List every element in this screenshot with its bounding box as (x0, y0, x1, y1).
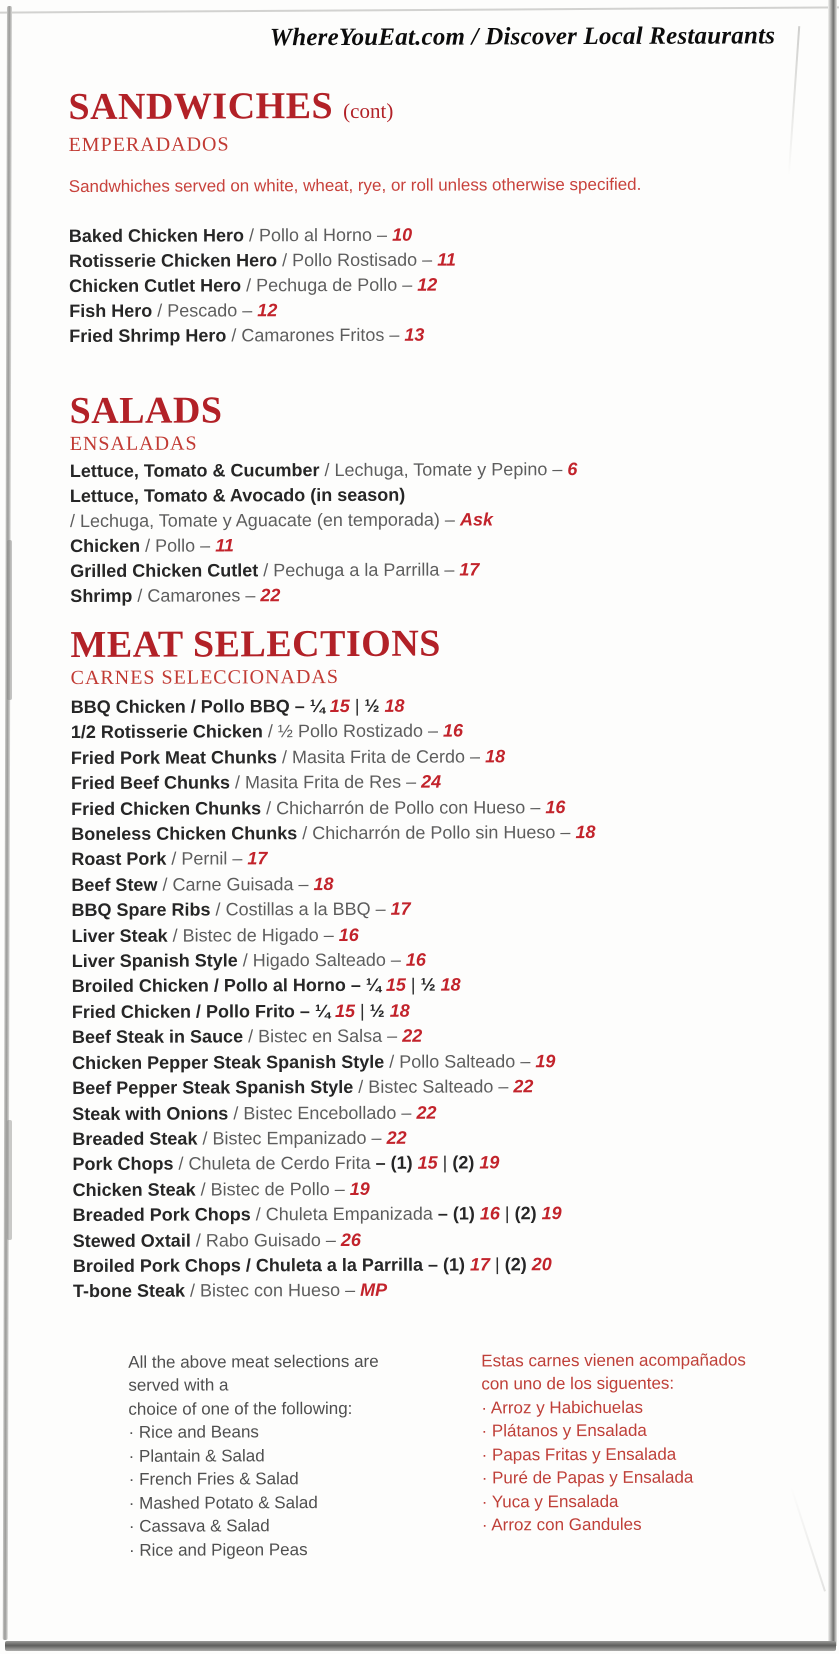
menu-text-segment: 16 (545, 796, 566, 817)
menu-item-line (69, 271, 784, 299)
side-option-item: · Rice and Pigeon Peas (128, 1539, 308, 1560)
menu-text-segment: Liver Steak (71, 925, 168, 946)
menu-text-segment: ½ (420, 975, 441, 996)
menu-item-line (69, 296, 784, 324)
menu-text-segment: ½ (369, 1000, 390, 1021)
menu-body (0, 84, 839, 1562)
menu-text-segment: 11 (215, 535, 234, 556)
menu-text-segment: Roast Pork (71, 849, 167, 870)
menu-item-line (71, 718, 786, 746)
menu-text-segment: / Pechuga a la Parrilla – (258, 559, 460, 581)
section-title (69, 388, 784, 431)
menu-text-segment: 26 (340, 1229, 361, 1250)
side-option-item: · Puré de Papas y Ensalada (481, 1467, 694, 1488)
menu-text-segment: 19 (349, 1178, 370, 1199)
menu-item-line (72, 1124, 787, 1152)
menu-text-segment: / Pollo Salteado – (384, 1050, 536, 1072)
menu-item-line (70, 556, 785, 584)
menu-text-segment: 19 (541, 1203, 562, 1224)
section-subtitle: EMPERADADOS (68, 133, 230, 157)
menu-text-segment: / Bistec de Higado – (167, 924, 339, 946)
menu-text-segment: Fried Beef Chunks (70, 772, 231, 794)
menu-item-line (72, 972, 787, 1000)
section-title-text: SALADS (69, 389, 223, 433)
section-title-text: SANDWICHES (68, 85, 334, 129)
menu-text-segment: Broiled Chicken / Pollo al Horno – ¼ (71, 975, 386, 997)
menu-item-line (72, 1023, 787, 1051)
side-option-item: · Plátanos y Ensalada (481, 1421, 647, 1441)
menu-text-segment: | (437, 1152, 453, 1173)
menu-item-line (73, 1277, 788, 1305)
menu-text-segment: 17 (247, 848, 268, 869)
menu-text-segment: / Bistec Encebollado – (228, 1102, 417, 1123)
menu-text-segment: 16 (442, 720, 464, 741)
side-option-item: · Mashed Potato & Salad (128, 1492, 318, 1513)
menu-text-segment: | (405, 975, 421, 996)
menu-text-segment: – (1) (437, 1203, 480, 1224)
section-subtitle: CARNES SELECCIONADAS (70, 665, 340, 690)
section-items (71, 692, 788, 1304)
menu-text-segment: 13 (404, 324, 425, 345)
menu-text-segment: / Costillas a la BBQ – (210, 899, 391, 920)
menu-text-segment: 11 (437, 249, 456, 270)
menu-text-segment: / Bistec de Pollo – (195, 1178, 350, 1200)
menu-item-line (71, 794, 786, 822)
menu-item-line (70, 481, 785, 509)
sides-footer (128, 1348, 789, 1562)
footer-spanish-column (481, 1348, 746, 1561)
menu-text-segment: / Rabo Guisado – (190, 1229, 341, 1251)
menu-text-segment: 15 (334, 1000, 356, 1021)
menu-text-segment: (2) (514, 1203, 542, 1224)
menu-text-segment: 22 (402, 1025, 423, 1047)
menu-item-line (71, 768, 786, 796)
menu-text-segment: 18 (575, 822, 596, 843)
footer-intro-line: Estas carnes vienen acompañados (481, 1350, 746, 1371)
menu-text-segment: / Camarones – (132, 585, 261, 606)
menu-text-segment: 15 (385, 975, 406, 996)
menu-text-segment: / Pollo Rostisado – (277, 249, 438, 271)
section-title-text: MEAT SELECTIONS (70, 622, 441, 667)
menu-text-segment: Fried Shrimp Hero (69, 325, 227, 347)
menu-item-line (72, 1150, 787, 1178)
footer-english-column (128, 1349, 482, 1562)
section-salads (69, 388, 785, 609)
menu-item-line (72, 1073, 787, 1101)
footer-intro-line: choice of one of the following: (128, 1398, 353, 1419)
menu-text-segment: Baked Chicken Hero (68, 225, 245, 247)
menu-text-segment: 17 (469, 1254, 491, 1275)
menu-text-segment: Fried Chicken / Pollo Frito – ¼ (71, 1000, 335, 1022)
menu-text-segment: / Chuleta de Cerdo Frita (173, 1153, 376, 1174)
menu-item-line (72, 921, 787, 949)
menu-text-segment: 17 (459, 559, 480, 580)
menu-text-segment: 16 (479, 1203, 500, 1224)
menu-text-segment: 19 (479, 1152, 500, 1173)
menu-text-segment: ½ (364, 695, 385, 716)
side-option-item: · Rice and Beans (128, 1422, 259, 1443)
menu-text-segment: / Pescado – (152, 300, 258, 321)
menu-text-segment: / Camarones Fritos – (226, 324, 405, 346)
menu-text-segment: Chicken Steak (72, 1179, 196, 1200)
menu-text-segment: / Lechuga, Tomate y Pepino – (319, 459, 568, 481)
menu-text-segment: / Pollo al Horno – (243, 224, 393, 246)
section-note: Sandwhiches served on white, wheat, rye, or roll unless otherwise specified. (68, 174, 642, 197)
menu-text-segment: / Chicharrón de Pollo con Hueso – (261, 796, 546, 818)
menu-text-segment: 16 (338, 924, 359, 945)
section-meat-selections (70, 622, 788, 1304)
side-option-item: · Arroz con Gandules (481, 1515, 642, 1535)
menu-text-segment: Beef Pepper Steak Spanish Style (72, 1077, 354, 1099)
menu-text-segment: BBQ Chicken / Pollo BBQ – ¼ (70, 696, 330, 718)
menu-text-segment: | (499, 1203, 515, 1224)
menu-item-line (71, 845, 786, 873)
menu-text-segment: 18 (384, 695, 405, 716)
menu-text-segment: Liver Spanish Style (71, 950, 238, 972)
menu-text-segment: Fried Pork Meat Chunks (70, 747, 277, 768)
menu-text-segment: 16 (405, 949, 426, 970)
menu-text-segment: / Bistec con Hueso – (184, 1280, 361, 1301)
menu-text-segment: Grilled Chicken Cutlet (70, 560, 259, 582)
menu-text-segment: 22 (513, 1076, 534, 1097)
menu-text-segment: 22 (416, 1102, 437, 1123)
menu-text-segment: 15 (329, 695, 350, 717)
menu-item-line (71, 743, 786, 771)
menu-text-segment: Stewed Oxtail (72, 1230, 191, 1251)
menu-text-segment: / Pernil – (166, 848, 248, 870)
side-option-item: · French Fries & Salad (128, 1469, 299, 1490)
menu-text-segment: | (489, 1254, 505, 1275)
footer-intro-english (128, 1349, 481, 1421)
footer-sides-english (128, 1420, 482, 1562)
menu-text-segment: / Chuleta Empanizada (250, 1203, 438, 1225)
menu-item-line (73, 1175, 788, 1203)
side-option-item: · Yuca y Ensalada (481, 1491, 619, 1512)
footer-sides-spanish (481, 1395, 746, 1537)
menu-text-segment: 10 (392, 224, 413, 245)
menu-text-segment: (2) (504, 1254, 532, 1275)
menu-text-segment: / Bistec en Salsa – (243, 1026, 403, 1047)
menu-text-segment: Shrimp (70, 585, 133, 607)
menu-item-line (71, 896, 786, 924)
menu-text-segment: 24 (421, 771, 442, 792)
menu-text-segment: Breaded Pork Chops (72, 1204, 251, 1226)
side-option-item: · Arroz y Habichuelas (481, 1397, 644, 1418)
section-items (70, 456, 786, 609)
menu-text-segment: Broiled Pork Chops / Chuleta a la Parrilla – (1) (72, 1254, 471, 1276)
menu-text-segment: Chicken Cutlet Hero (69, 275, 242, 297)
section-title-suffix: (cont) (343, 98, 394, 123)
menu-text-segment: / Higado Salteado – (237, 949, 406, 971)
menu-text-segment: | (349, 695, 365, 716)
menu-item-line (70, 531, 785, 559)
menu-text-segment: / Bistec Salteado – (353, 1076, 514, 1098)
menu-text-segment: / Masita Frita de Res – (229, 771, 422, 793)
menu-item-line (72, 946, 787, 974)
menu-text-segment: Ask (459, 509, 493, 530)
menu-text-segment: / Bistec Empanizado – (197, 1127, 387, 1149)
menu-text-segment: MP (360, 1280, 388, 1301)
menu-item-line (70, 506, 785, 534)
menu-text-segment: 18 (440, 974, 461, 996)
menu-text-segment: 15 (417, 1152, 438, 1174)
page-bottom-edge (5, 1641, 836, 1651)
menu-item-line (71, 819, 786, 847)
menu-text-segment: Rotisserie Chicken Hero (68, 250, 278, 272)
menu-text-segment: / Lechuga, Tomate y Aguacate (en temporada) – (69, 509, 460, 532)
menu-text-segment: / Chicharrón de Pollo sin Hueso – (297, 822, 576, 844)
section-title (70, 622, 785, 665)
site-header: WhereYouEat.com / Discover Local Restaurants (269, 22, 776, 52)
menu-text-segment: Boneless Chicken Chunks (71, 823, 298, 845)
menu-text-segment: 6 (567, 459, 578, 480)
menu-text-segment: 12 (257, 300, 278, 321)
section-title (68, 84, 783, 132)
menu-text-segment: / Pechuga de Pollo – (241, 274, 418, 296)
menu-text-segment: 20 (531, 1254, 552, 1275)
menu-text-segment: 19 (535, 1050, 556, 1071)
menu-item-line (70, 581, 785, 609)
menu-text-segment: Chicken (70, 535, 141, 557)
side-option-item: · Papas Fritas y Ensalada (481, 1444, 677, 1465)
menu-text-segment: Chicken Pepper Steak Spanish Style (72, 1051, 385, 1073)
menu-item-line (72, 1048, 787, 1076)
menu-text-segment: T-bone Steak (72, 1280, 186, 1302)
menu-text-segment: BBQ Spare Ribs (71, 899, 211, 921)
menu-text-segment: Steak with Onions (72, 1102, 229, 1124)
menu-text-segment: Lettuce, Tomato & Avocado (in season) (69, 484, 406, 507)
menu-item-line (69, 321, 784, 349)
menu-text-segment: / Masita Frita de Cerdo – (276, 746, 486, 768)
section-items (69, 221, 784, 349)
section-subtitle: ENSALADAS (69, 432, 198, 456)
menu-item-line (71, 692, 786, 720)
menu-item-line (73, 1251, 788, 1279)
menu-text-segment: Beef Steak in Sauce (71, 1026, 244, 1048)
menu-text-segment: 17 (390, 898, 411, 920)
menu-text-segment: / Pollo – (140, 535, 216, 556)
menu-text-segment: 1/2 Rotisserie Chicken (70, 721, 263, 743)
menu-item-line (71, 870, 786, 898)
menu-text-segment: 18 (389, 1000, 410, 1021)
menu-text-segment: Breaded Steak (72, 1128, 198, 1149)
menu-text-segment: / Carne Guisada – (157, 873, 314, 895)
menu-item-line (72, 997, 787, 1025)
section-sandwiches (68, 84, 784, 349)
footer-intro-line: All the above meat selections are (128, 1351, 379, 1372)
footer-intro-line: served with a (128, 1375, 229, 1396)
menu-text-segment: 18 (485, 746, 506, 767)
menu-item-line (69, 246, 784, 274)
menu-text-segment: Fried Chicken Chunks (71, 797, 262, 819)
menu-text-segment: | (354, 1000, 370, 1021)
menu-text-segment: 22 (260, 585, 281, 606)
menu-text-segment: / ½ Pollo Rostizado – (262, 720, 444, 742)
side-option-item: · Plantain & Salad (128, 1446, 265, 1466)
menu-text-segment: 22 (386, 1127, 407, 1148)
menu-text-segment: Pork Chops (72, 1153, 174, 1175)
footer-intro-line: con uno de los siguentes: (481, 1373, 675, 1394)
menu-item-line (69, 221, 784, 249)
menu-text-segment: – (1) (375, 1153, 418, 1174)
menu-text-segment: 12 (417, 274, 438, 295)
menu-item-line (73, 1200, 788, 1228)
side-option-item: · Cassava & Salad (128, 1516, 270, 1537)
menu-text-segment: 18 (313, 873, 334, 894)
menu-text-segment: Beef Stew (71, 874, 158, 895)
menu-item-line (73, 1226, 788, 1254)
menu-text-segment: (2) (452, 1152, 480, 1173)
menu-item-line (72, 1099, 787, 1127)
footer-intro-spanish (481, 1348, 746, 1396)
menu-text-segment: Lettuce, Tomato & Cucumber (69, 460, 320, 482)
menu-item-line (70, 456, 785, 484)
menu-text-segment: Fish Hero (69, 300, 153, 322)
